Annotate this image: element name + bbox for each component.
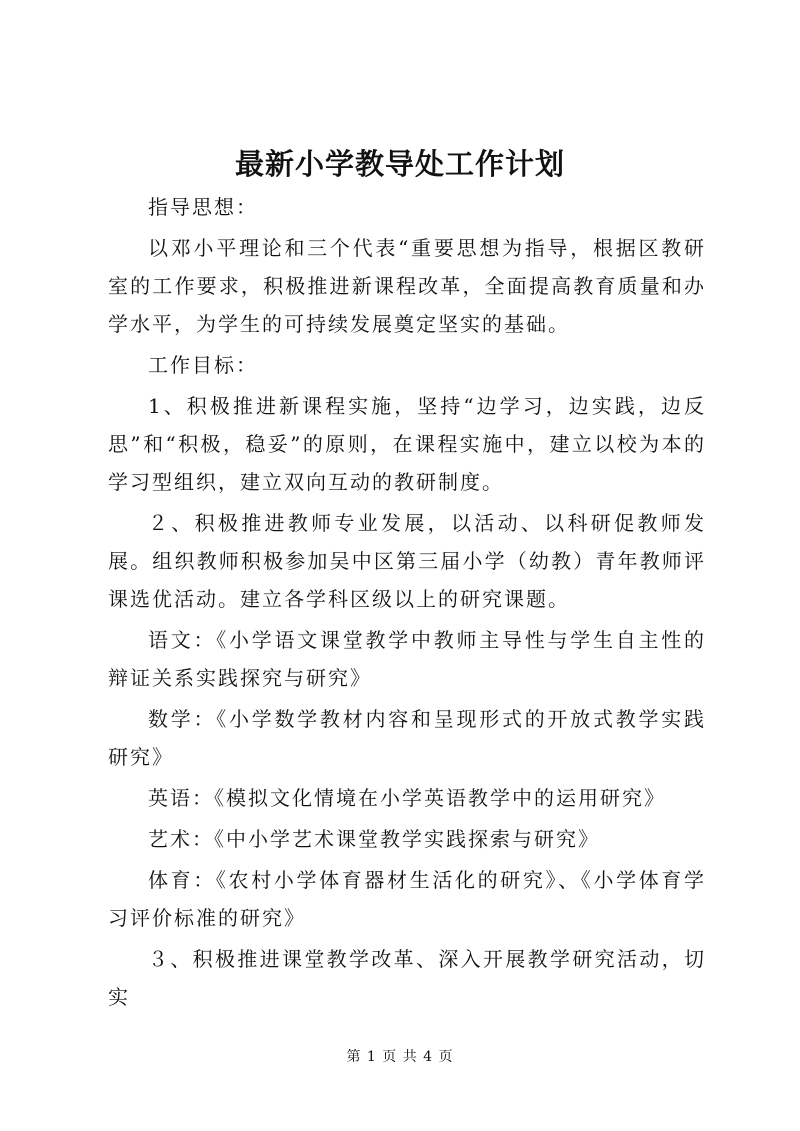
paragraph-goal-1: 1、积极推进新课程实施，坚持“边学习，边实践，边反思”和“积极，稳妥”的原则，在课程实施中，建立以校为本的学习型组织，建立双向互动的教研制度。 <box>108 394 706 494</box>
paragraph-work-goals-heading: 工作目标： <box>148 353 258 377</box>
paragraph-math-topic: 数学：《小学数学教材内容和呈现形式的开放式教学实践研究》 <box>108 707 706 769</box>
paragraph-goal-2: ２、积极推进教师专业发展，以活动、以科研促教师发展。组织教师积极参加吴中区第三届小学（幼教）青年教师评课选优活动。建立各学科区级以上的研究课题。 <box>108 511 706 611</box>
paragraph-guiding-thought: 以邓小平理论和三个代表“重要思想为指导，根据区教研室的工作要求，积极推进新课程改革，全面提高教育质量和办学水平，为学生的可持续发展奠定坚实的基础。 <box>108 236 706 336</box>
document-body <box>108 188 706 1019</box>
paragraph-english-topic: 英语：《模拟文化情境在小学英语教学中的运用研究》 <box>148 786 666 810</box>
paragraph-chinese-topic: 语文：《小学语文课堂教学中教师主导性与学生自主性的辩证关系实践探究与研究》 <box>108 628 706 690</box>
paragraph-goal-3: ３、积极推进课堂教学改革、深入开展教学研究活动，切实 <box>108 947 706 1009</box>
paragraph-guiding-thought-heading: 指导思想： <box>148 195 258 219</box>
page-number-footer: 第 1 页 共 4 页 <box>346 1049 454 1065</box>
document-title: 最新小学教导处工作计划 <box>234 147 565 181</box>
paragraph-pe-topic: 体育：《农村小学体育器材生活化的研究》、《小学体育学习评价标准的研究》 <box>108 868 706 930</box>
paragraph-art-topic: 艺术：《中小学艺术课堂教学实践探索与研究》 <box>148 827 600 851</box>
